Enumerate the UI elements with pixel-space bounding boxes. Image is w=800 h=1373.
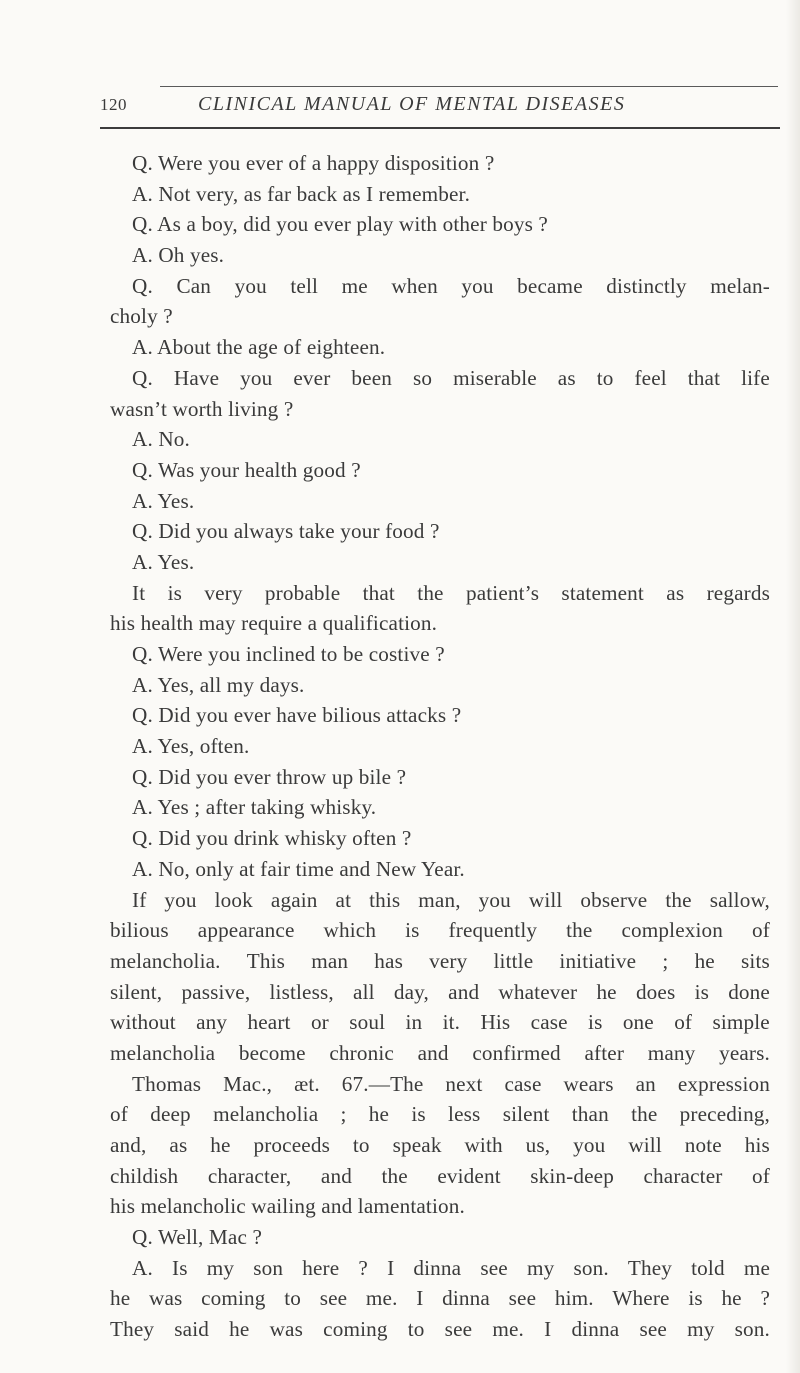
word: when	[391, 273, 438, 298]
word: it.	[442, 1010, 461, 1035]
word: complexion	[621, 918, 724, 943]
word: miserable	[453, 365, 537, 390]
word: sits	[741, 948, 770, 973]
word: I	[544, 1317, 552, 1342]
word: has	[374, 948, 403, 973]
word: deep	[150, 1102, 191, 1127]
word: to	[352, 1133, 370, 1157]
word: my	[687, 1317, 715, 1342]
text-line: A. Yes, all my days.	[132, 672, 305, 697]
word: become	[238, 1040, 306, 1065]
word: expression	[677, 1071, 770, 1096]
word: years.	[719, 1040, 770, 1065]
word: that	[687, 365, 721, 390]
word: listless,	[269, 979, 334, 1004]
word: dinna	[571, 1317, 620, 1342]
word: skin-deep	[530, 1163, 614, 1188]
word: ;	[662, 948, 669, 973]
word: after	[584, 1040, 625, 1065]
text-line: A. Oh yes.	[132, 243, 225, 268]
word: to	[284, 1286, 302, 1311]
word: is	[167, 580, 183, 605]
word: an	[635, 1071, 656, 1096]
word: was	[269, 1317, 304, 1342]
word: you	[240, 365, 273, 390]
word: you	[164, 887, 197, 912]
word: he	[721, 1286, 742, 1311]
word: soul	[349, 1010, 386, 1035]
word: of	[752, 918, 770, 943]
word: ?	[760, 1286, 770, 1311]
text-line	[110, 946, 770, 977]
word: told	[691, 1255, 725, 1280]
word: initiative	[559, 948, 637, 973]
word: son.	[734, 1317, 770, 1342]
word: day,	[393, 979, 429, 1004]
word: again	[270, 887, 318, 912]
word: It	[132, 580, 146, 605]
text-line	[110, 1314, 770, 1345]
word: preceding,	[679, 1102, 770, 1127]
word: see	[319, 1286, 348, 1311]
word: see	[508, 1286, 537, 1311]
word: the	[417, 580, 444, 605]
word: look	[214, 887, 253, 912]
word: as	[666, 580, 685, 605]
word: less	[448, 1102, 481, 1127]
word: me.	[365, 1286, 398, 1311]
word: character,	[207, 1163, 292, 1188]
page-header	[100, 93, 780, 129]
text-line: Q. Did you drink whisky often ?	[132, 826, 412, 851]
word: without	[110, 1010, 176, 1035]
word: ;	[340, 1102, 347, 1127]
word: is	[588, 1010, 603, 1035]
word: This	[246, 948, 286, 973]
word: any	[196, 1010, 228, 1035]
word: Have	[173, 365, 220, 390]
page-edge-shadow	[786, 0, 800, 1373]
word: Where	[612, 1286, 670, 1311]
word: and	[320, 1163, 352, 1188]
text-line: A. No.	[132, 427, 190, 452]
text-line	[110, 1161, 770, 1192]
word: simple	[712, 1010, 770, 1035]
word: done	[728, 979, 770, 1004]
word: very	[204, 580, 243, 605]
word: will	[528, 887, 563, 912]
text-line: Q. As a boy, did you ever play with other boys ?	[132, 212, 548, 237]
word: many	[647, 1040, 696, 1065]
word: to	[596, 365, 614, 390]
word: been	[351, 365, 392, 390]
word: Q.	[132, 273, 153, 298]
text-line	[110, 578, 770, 609]
text-line	[110, 1069, 770, 1100]
word: he	[210, 1133, 231, 1157]
text-line: his health may require a qualification.	[110, 611, 438, 636]
word: is	[405, 918, 420, 943]
word: one	[622, 1010, 654, 1035]
word: appearance	[197, 918, 295, 943]
word: I	[387, 1255, 395, 1280]
word: bilious	[110, 918, 169, 943]
word: They	[627, 1255, 673, 1280]
word: coming	[201, 1286, 266, 1311]
word: son	[253, 1255, 284, 1280]
word: him.	[554, 1286, 594, 1311]
text-line: A. Yes.	[132, 488, 195, 513]
word: is	[688, 1286, 703, 1311]
text-line: Q. Did you ever throw up bile ?	[132, 764, 407, 789]
word: is	[694, 979, 709, 1004]
word: as	[169, 1133, 188, 1157]
word: see	[480, 1255, 508, 1280]
word: If	[132, 887, 147, 912]
text-line	[110, 1038, 770, 1069]
word: sallow,	[709, 887, 770, 912]
word: They	[110, 1317, 155, 1342]
word: ?	[358, 1255, 368, 1280]
text-line: A. Yes ; after taking whisky.	[132, 795, 377, 820]
word: evident	[437, 1163, 501, 1188]
word: he	[694, 948, 715, 973]
word: he	[596, 979, 617, 1004]
word: with	[464, 1133, 503, 1157]
word: case	[530, 1010, 568, 1035]
word: note	[684, 1133, 722, 1157]
word: you	[461, 273, 494, 298]
word: my	[526, 1255, 555, 1280]
text-line	[110, 977, 770, 1008]
word: dinna	[413, 1255, 462, 1280]
text-line	[110, 271, 770, 302]
word: will	[628, 1133, 662, 1157]
text-line: Q. Did you always take your food ?	[132, 519, 440, 544]
word: of	[674, 1010, 693, 1035]
word: æt.	[294, 1071, 320, 1096]
word: His	[480, 1010, 511, 1035]
word: Is	[172, 1255, 188, 1280]
text-line	[110, 1099, 770, 1130]
word: next	[445, 1071, 483, 1096]
text-line: wasn’t worth living ?	[110, 396, 294, 421]
word: in	[405, 1010, 423, 1035]
text-line	[110, 1130, 770, 1161]
word: A.	[132, 1255, 153, 1280]
word: son.	[573, 1255, 609, 1280]
word: character	[643, 1163, 723, 1188]
word: as	[557, 365, 576, 390]
word: so	[412, 365, 433, 390]
word: passive,	[181, 979, 251, 1004]
word: Can	[176, 273, 212, 298]
word: regards	[706, 580, 770, 605]
word: case	[504, 1071, 542, 1096]
text-line: A. About the age of eighteen.	[132, 335, 386, 360]
word: this	[369, 887, 401, 912]
word: and	[448, 979, 480, 1004]
word: little	[493, 948, 534, 973]
word: silent,	[110, 979, 163, 1004]
word: you	[478, 887, 511, 912]
top-rule	[160, 86, 778, 87]
word: see	[444, 1317, 473, 1342]
word: coming	[323, 1317, 388, 1342]
word: all	[353, 979, 375, 1004]
word: you	[573, 1133, 606, 1157]
word: was	[149, 1286, 183, 1311]
word: which	[323, 918, 377, 943]
word: speak	[392, 1133, 442, 1157]
word: said	[174, 1317, 210, 1342]
word: his	[744, 1133, 770, 1157]
word: the	[631, 1102, 658, 1127]
word: proceeds	[253, 1133, 330, 1157]
text-line	[110, 915, 770, 946]
word: statement	[561, 580, 644, 605]
word: you	[234, 273, 267, 298]
text-line: A. Not very, as far back as I remember.	[132, 181, 471, 206]
word: he	[110, 1286, 131, 1311]
word: the	[381, 1163, 408, 1188]
text-line: Q. Did you ever have bilious attacks ?	[132, 703, 462, 728]
word: melan-	[710, 273, 770, 298]
text-line: his melancholic wailing and lamentation.	[110, 1194, 465, 1219]
text-line: A. Yes.	[132, 549, 195, 574]
word: and,	[110, 1133, 147, 1157]
word: ever	[293, 365, 331, 390]
text-line	[110, 1283, 770, 1314]
word: chronic	[329, 1040, 394, 1065]
word: became	[517, 273, 583, 298]
word: patient’s	[465, 580, 540, 605]
word: feel	[634, 365, 667, 390]
text-line: Q. Were you inclined to be costive ?	[132, 642, 445, 666]
text-line: choly ?	[110, 304, 173, 329]
text-line: Q. Well, Mac ?	[132, 1225, 263, 1250]
word: to	[407, 1317, 425, 1342]
word: I	[416, 1286, 424, 1311]
word: of	[751, 1163, 770, 1188]
word: of	[110, 1102, 128, 1127]
word: melancholia.	[110, 948, 221, 973]
text-line: Q. Was your health good ?	[132, 457, 361, 482]
word: he	[368, 1102, 390, 1127]
word: my	[206, 1255, 235, 1280]
word: us,	[525, 1133, 551, 1157]
word: and	[417, 1040, 449, 1065]
word: me.	[492, 1317, 524, 1342]
text-line: A. No, only at fair time and New Year.	[132, 856, 465, 881]
word: frequently	[448, 918, 538, 943]
word: childish	[110, 1163, 179, 1188]
word: that	[362, 580, 395, 605]
text-line	[110, 1253, 770, 1284]
word: heart	[247, 1010, 291, 1035]
word: dinna	[442, 1286, 490, 1311]
word: does	[635, 979, 676, 1004]
word: the	[566, 918, 593, 943]
word: man	[311, 948, 349, 973]
word: Q.	[132, 365, 153, 390]
text-line	[110, 363, 770, 394]
word: man,	[418, 887, 461, 912]
word: he	[229, 1317, 250, 1342]
word: me	[743, 1255, 770, 1280]
text-line	[110, 885, 770, 916]
text-line	[110, 1007, 770, 1038]
word: the	[665, 887, 692, 912]
word: tell	[290, 273, 319, 298]
word: melancholia	[213, 1102, 319, 1127]
word: is	[411, 1102, 426, 1127]
word: than	[571, 1102, 609, 1127]
word: distinctly	[606, 273, 687, 298]
word: melancholia	[110, 1040, 216, 1065]
word: Thomas	[132, 1071, 202, 1096]
word: 67.—The	[341, 1071, 424, 1096]
page-number: 120	[100, 95, 127, 114]
word: observe	[580, 887, 648, 912]
word: wears	[563, 1071, 614, 1096]
text-line: A. Yes, often.	[132, 734, 250, 759]
word: life	[741, 365, 770, 390]
word: probable	[264, 580, 341, 605]
word: or	[310, 1010, 329, 1035]
word: confirmed	[472, 1040, 561, 1065]
word: see	[639, 1317, 667, 1342]
word: at	[335, 887, 352, 912]
body-text	[110, 148, 770, 1345]
word: very	[429, 948, 468, 973]
running-title: CLINICAL MANUAL OF MENTAL DISEASES	[198, 93, 626, 115]
word: whatever	[498, 979, 578, 1004]
text-line: Q. Were you ever of a happy disposition ?	[132, 151, 495, 175]
word: Mac.,	[223, 1071, 273, 1096]
word: me	[341, 273, 368, 298]
word: silent	[502, 1102, 550, 1127]
word: here	[302, 1255, 340, 1280]
